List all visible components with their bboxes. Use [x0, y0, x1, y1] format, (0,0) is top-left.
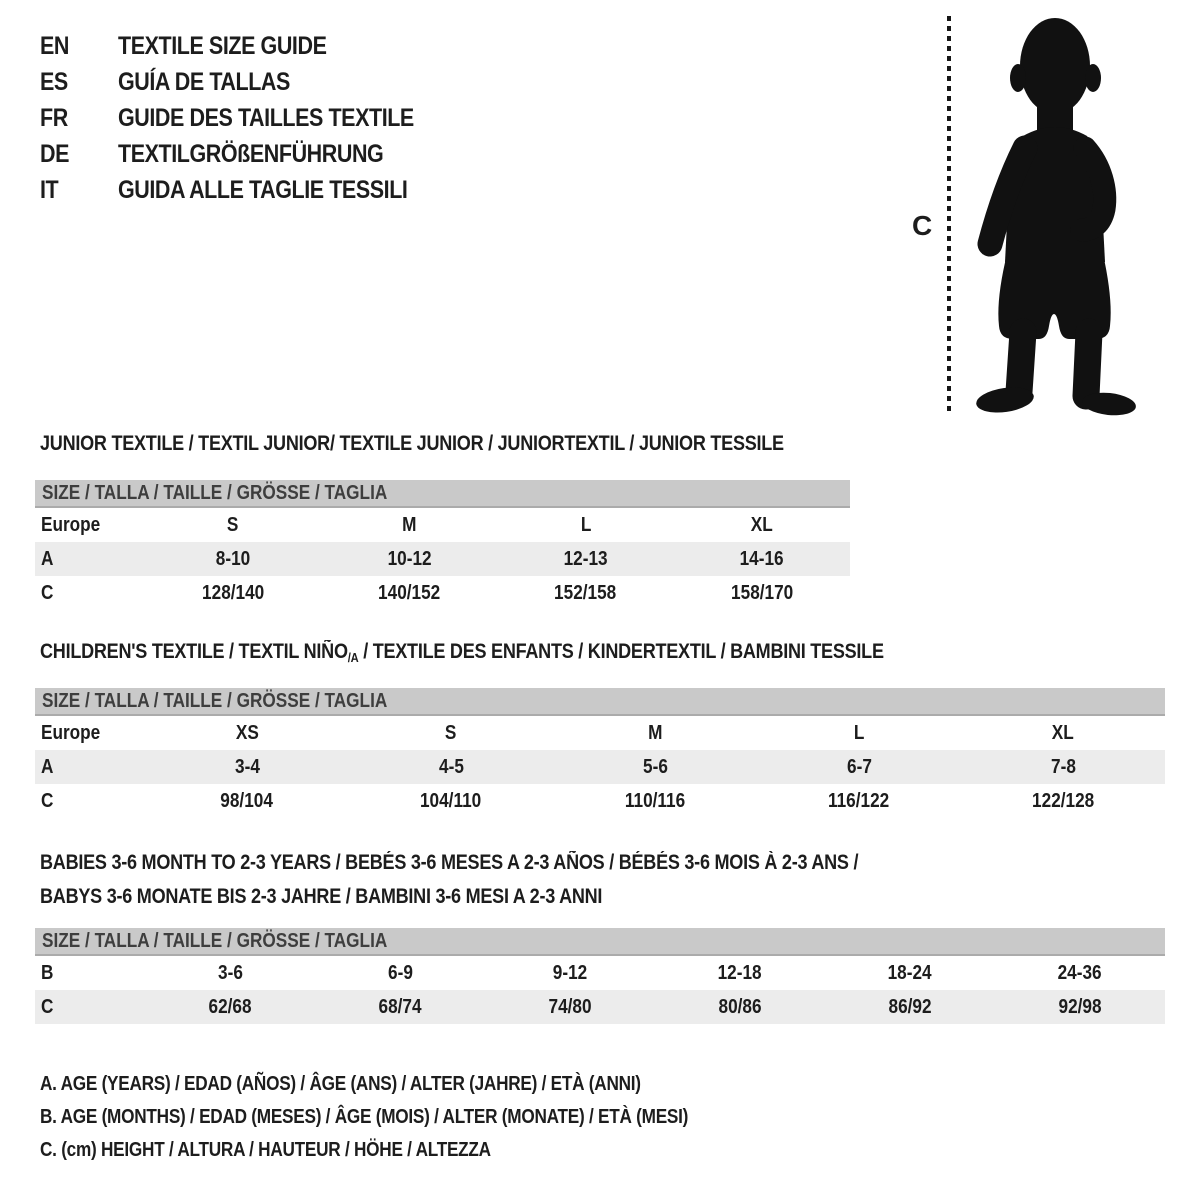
table-row [35, 956, 1165, 990]
row-label: C [41, 995, 54, 1018]
language-row-en [40, 28, 462, 64]
size-value: L [853, 721, 865, 744]
height-value: 140/152 [378, 581, 441, 604]
row-label: Europe [41, 513, 101, 536]
legend-age-months: B. AGE (MONTHS) / EDAD (MESES) / ÂGE (MOIS) / ALTER (MONATE) / ETÀ (MESI) [40, 1106, 689, 1128]
size-value: M [647, 721, 663, 744]
age-value: 5-6 [642, 755, 668, 778]
height-value: 104/110 [420, 789, 482, 812]
height-value: 122/128 [1031, 789, 1095, 812]
babies-title-line2: BABYS 3-6 MONATE BIS 2-3 JAHRE / BAMBINI 3-6 MESI A 2-3 ANNI [40, 885, 603, 908]
size-value: XL [1052, 721, 1074, 744]
size-value: S [445, 721, 457, 744]
height-value: 80/86 [718, 995, 762, 1018]
baby-silhouette-icon [963, 14, 1135, 416]
measure-legend [40, 1068, 794, 1167]
age-months-value: 9-12 [552, 961, 588, 984]
guide-title-fr: GUIDE DES TAILLES TEXTILE [118, 103, 414, 132]
size-value: S [227, 513, 239, 536]
age-value: 7-8 [1050, 755, 1076, 778]
height-value: 116/122 [828, 789, 890, 812]
age-value: 10-12 [387, 547, 432, 570]
junior-textile-section [35, 432, 850, 610]
age-value: 12-13 [563, 547, 608, 570]
age-months-value: 6-9 [387, 961, 413, 984]
height-value: 158/170 [730, 581, 793, 604]
age-value: 3-4 [234, 755, 260, 778]
table-row [35, 716, 1165, 750]
legend-age-years: A. AGE (YEARS) / EDAD (AÑOS) / ÂGE (ANS) / ALTER (JAHRE) / ETÀ (ANNI) [40, 1073, 641, 1095]
guide-title-es: GUÍA DE TALLAS [118, 67, 290, 96]
language-code: EN [40, 31, 70, 60]
language-row-it [40, 172, 462, 208]
height-value: 74/80 [548, 995, 592, 1018]
age-value: 8-10 [215, 547, 251, 570]
table-row [35, 542, 850, 576]
junior-size-header-bar: SIZE / TALLA / TAILLE / GRÖSSE / TAGLIA [35, 480, 850, 508]
row-label: C [41, 581, 54, 604]
language-row-es [40, 64, 462, 100]
babies-title-line1: BABIES 3-6 MONTH TO 2-3 YEARS / BEBÉS 3-6 MESES A 2-3 AÑOS / BÉBÉS 3-6 MOIS À 2-3 ANS / [40, 851, 859, 874]
height-value: 68/74 [378, 995, 422, 1018]
childrens-size-header-bar: SIZE / TALLA / TAILLE / GRÖSSE / TAGLIA [35, 688, 1165, 716]
language-row-de [40, 136, 462, 172]
table-row [35, 784, 1165, 818]
height-dashed-line [947, 16, 951, 416]
age-value: 14-16 [739, 547, 784, 570]
size-value: XL [750, 513, 773, 536]
junior-section-title: JUNIOR TEXTILE / TEXTIL JUNIOR/ TEXTILE JUNIOR / JUNIORTEXTIL / JUNIOR TESSILE [40, 432, 784, 455]
age-value: 6-7 [846, 755, 872, 778]
guide-title-de: TEXTILGRÖßENFÜHRUNG [118, 139, 384, 168]
nino-a-subscript: /A [347, 650, 359, 665]
row-label: C [41, 789, 54, 812]
childrens-section-title: CHILDREN'S TEXTILE / TEXTIL NIÑO/A / TEXTILE DES ENFANTS / KINDERTEXTIL / BAMBINI TESSILE [40, 640, 884, 665]
height-value: 152/158 [554, 581, 617, 604]
row-label: B [41, 961, 54, 984]
language-code: FR [40, 103, 68, 132]
height-value: 98/104 [220, 789, 274, 812]
size-value: L [580, 513, 591, 536]
height-value: 110/116 [624, 789, 686, 812]
babies-section-title [35, 846, 1165, 914]
row-label: Europe [41, 721, 101, 744]
table-row [35, 576, 850, 610]
language-code: ES [40, 67, 68, 96]
guide-title-en: TEXTILE SIZE GUIDE [118, 31, 327, 60]
age-months-value: 3-6 [217, 961, 243, 984]
row-label: A [41, 755, 54, 778]
height-value: 128/140 [202, 581, 265, 604]
legend-height-cm: C. (cm) HEIGHT / ALTURA / HAUTEUR / HÖHE / ALTEZZA [40, 1139, 491, 1161]
size-value: XS [235, 721, 259, 744]
age-months-value: 24-36 [1058, 961, 1102, 984]
age-value: 4-5 [438, 755, 464, 778]
row-label: A [41, 547, 54, 570]
table-row [35, 750, 1165, 784]
guide-title-it: GUIDA ALLE TAGLIE TESSILI [118, 175, 408, 204]
babies-textile-section [35, 846, 1165, 1024]
age-months-value: 18-24 [888, 961, 932, 984]
table-row [35, 508, 850, 542]
age-months-value: 12-18 [718, 961, 762, 984]
language-code: IT [40, 175, 59, 204]
childrens-textile-section [35, 640, 1165, 818]
table-row [35, 990, 1165, 1024]
language-row-fr [40, 100, 462, 136]
babies-size-header-bar: SIZE / TALLA / TAILLE / GRÖSSE / TAGLIA [35, 928, 1165, 956]
language-code: DE [40, 139, 70, 168]
size-value: M [402, 513, 417, 536]
height-value: 62/68 [208, 995, 252, 1018]
height-measure-label: C [912, 210, 933, 241]
height-value: 92/98 [1058, 995, 1102, 1018]
height-value: 86/92 [888, 995, 932, 1018]
language-title-list [40, 28, 462, 208]
